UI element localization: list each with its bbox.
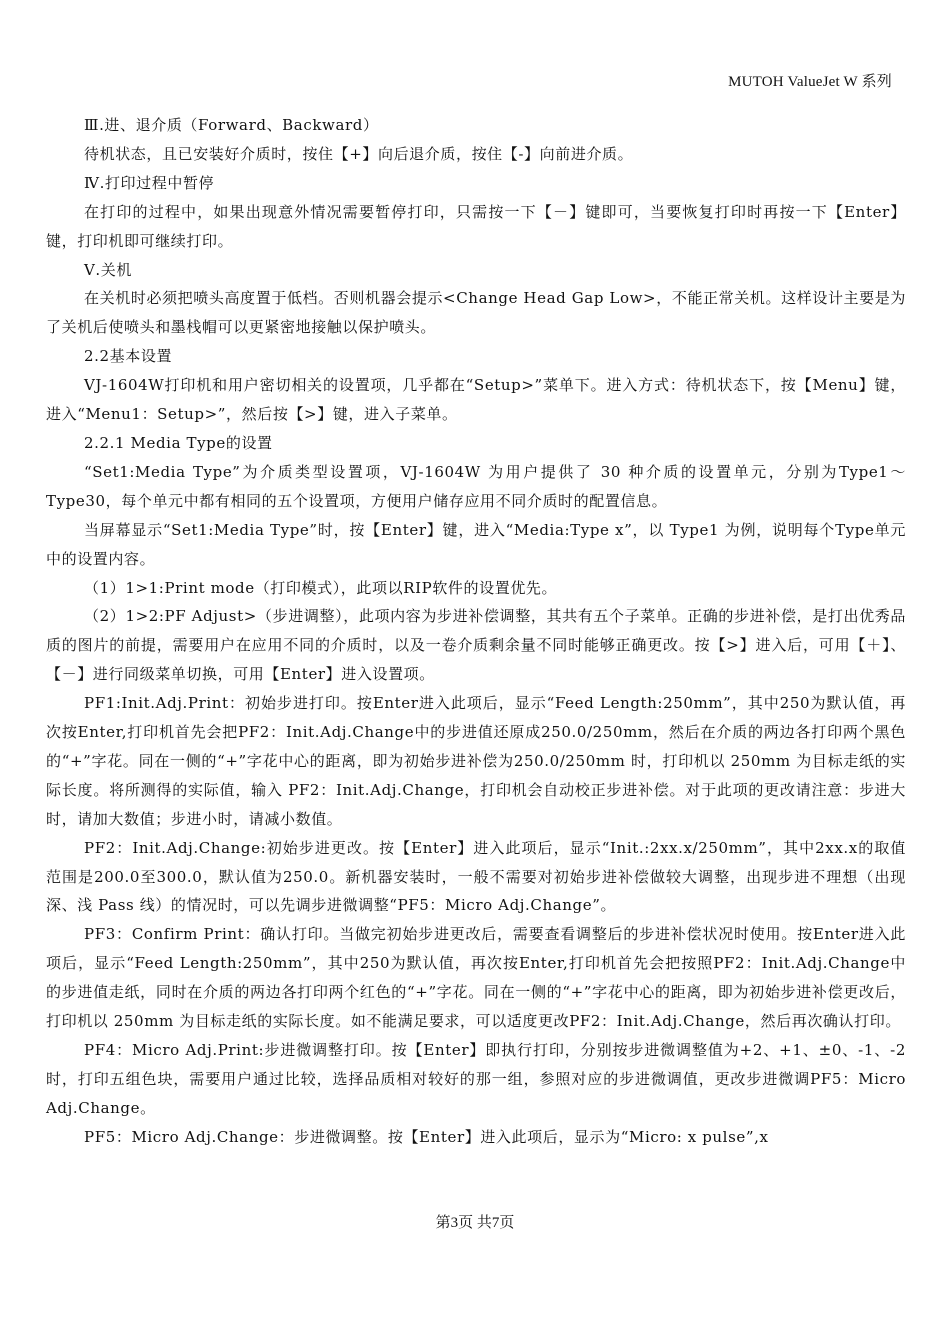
- paragraph: VJ-1604W打印机和用户密切相关的设置项，几乎都在“Setup>”菜单下。进入方式：待机状态下，按【Menu】键，进入“Menu1：Setup>”，然后按【>】键，进入子菜单。: [46, 376, 906, 424]
- section-heading-media-type: 2.2.1 Media Type的设置: [84, 433, 273, 452]
- paragraph: 在打印的过程中，如果出现意外情况需要暂停打印，只需按一下【－】键即可，当要恢复打印时再按一下【Enter】键，打印机即可继续打印。: [46, 202, 906, 250]
- paragraph-pf1: PF1:Init.Adj.Print：初始步进打印。按Enter进入此项后，显示“Feed Length:250mm”，其中250为默认值，再次按Enter,打印机首先会把PF2：Init.Adj.Change中的步进值还原成250.0/250mm，然后在介质的两边各打印两个黑色的“+”字花。同在一侧的“+”字花中心的距离，即为初始步进补偿为250.0/250mm 时，打印机以 250mm 为目标走纸的实际长度。将所测得的实际值，输入 PF2：Init.Adj.Change，打印机会自动校正步进补偿。对于此项的更改请注意：步进大时，请加大数值；步进小时，请减小数值。: [46, 694, 906, 828]
- paragraph-pf3: PF3：Confirm Print：确认打印。当做完初始步进更改后，需要查看调整后的步进补偿状况时使用。按Enter进入此项后，显示“Feed Length:250mm”，其中250为默认值，再次按Enter,打印机首先会把按照PF2：Init.Adj.Change中的步进值走纸，同时在介质的两边各打印两个红色的“+”字花。同在一侧的“+”字花中心的距离，即为初始步进补偿更改后，打印机以 250mm 为目标走纸的实际长度。如不能满足要求，可以适度更改PF2：Init.Adj.Change，然后再次确认打印。: [46, 925, 906, 1031]
- paragraph-pf5: PF5：Micro Adj.Change：步进微调整。按【Enter】进入此项后，显示为“Micro: x pulse”,x: [84, 1127, 769, 1146]
- paragraph: 在关机时必须把喷头高度置于低档。否则机器会提示<Change Head Gap Low>，不能正常关机。这样设计主要是为了关机后使喷头和墨栈帽可以更紧密地接触以保护喷头。: [46, 289, 906, 337]
- paragraph-pf4: PF4：Micro Adj.Print:步进微调整打印。按【Enter】即执行打印，分别按步进微调整值为+2、+1、±0、-1、-2时，打印五组色块，需要用户通过比较，选择品质相对较好的那一组，参照对应的步进微调值，更改步进微调PF5：Micro Adj.Change。: [46, 1041, 906, 1117]
- document-body: [46, 111, 906, 1152]
- page-number: 第3页 共7页: [435, 1215, 515, 1231]
- paragraph: 当屏幕显示“Set1:Media Type”时，按【Enter】键，进入“Media:Type x”，以 Type1 为例，说明每个Type单元中的设置内容。: [46, 520, 906, 568]
- document-header: MUTOH ValueJet W 系列: [728, 74, 892, 90]
- section-heading-shutdown: Ⅴ.关机: [84, 260, 133, 279]
- paragraph-pf2: PF2：Init.Adj.Change:初始步进更改。按【Enter】进入此项后，显示“Init.:2xx.x/250mm”，其中2xx.x的取值范围是200.0至300.0，默认值为250.0。新机器安装时，一般不需要对初始步进补偿做较大调整，出现步进不理想（出现深、浅 Pass 线）的情况时，可以先调步进微调整“PF5：Micro Adj.Change”。: [46, 838, 906, 915]
- list-item: （1）1>1:Print mode（打印模式），此项以RIP软件的设置优先。: [84, 578, 558, 597]
- paragraph: “Set1:Media Type”为介质类型设置项，VJ-1604W 为用户提供了 30 种介质的设置单元，分别为Type1～Type30，每个单元中都有相同的五个设置项，方便用户储存应用不同介质时的配置信息。: [46, 462, 906, 510]
- list-item: （2）1>2:PF Adjust>（步进调整），此项内容为步进补偿调整，其共有五个子菜单。正确的步进补偿，是打出优秀品质的图片的前提，需要用户在应用不同的介质时，以及一卷介质剩余量不同时能够正确更改。按【>】进入后，可用【＋】、【－】进行同级菜单切换，可用【Enter】进入设置项。: [46, 607, 906, 684]
- paragraph: 待机状态，且已安装好介质时，按住【+】向后退介质，按住【-】向前进介质。: [84, 144, 634, 163]
- section-heading-pause: Ⅳ.打印过程中暂停: [84, 173, 215, 192]
- section-heading-basic-settings: 2.2基本设置: [84, 347, 173, 366]
- section-heading-forward-backward: Ⅲ.进、退介质（Forward、Backward）: [84, 116, 379, 134]
